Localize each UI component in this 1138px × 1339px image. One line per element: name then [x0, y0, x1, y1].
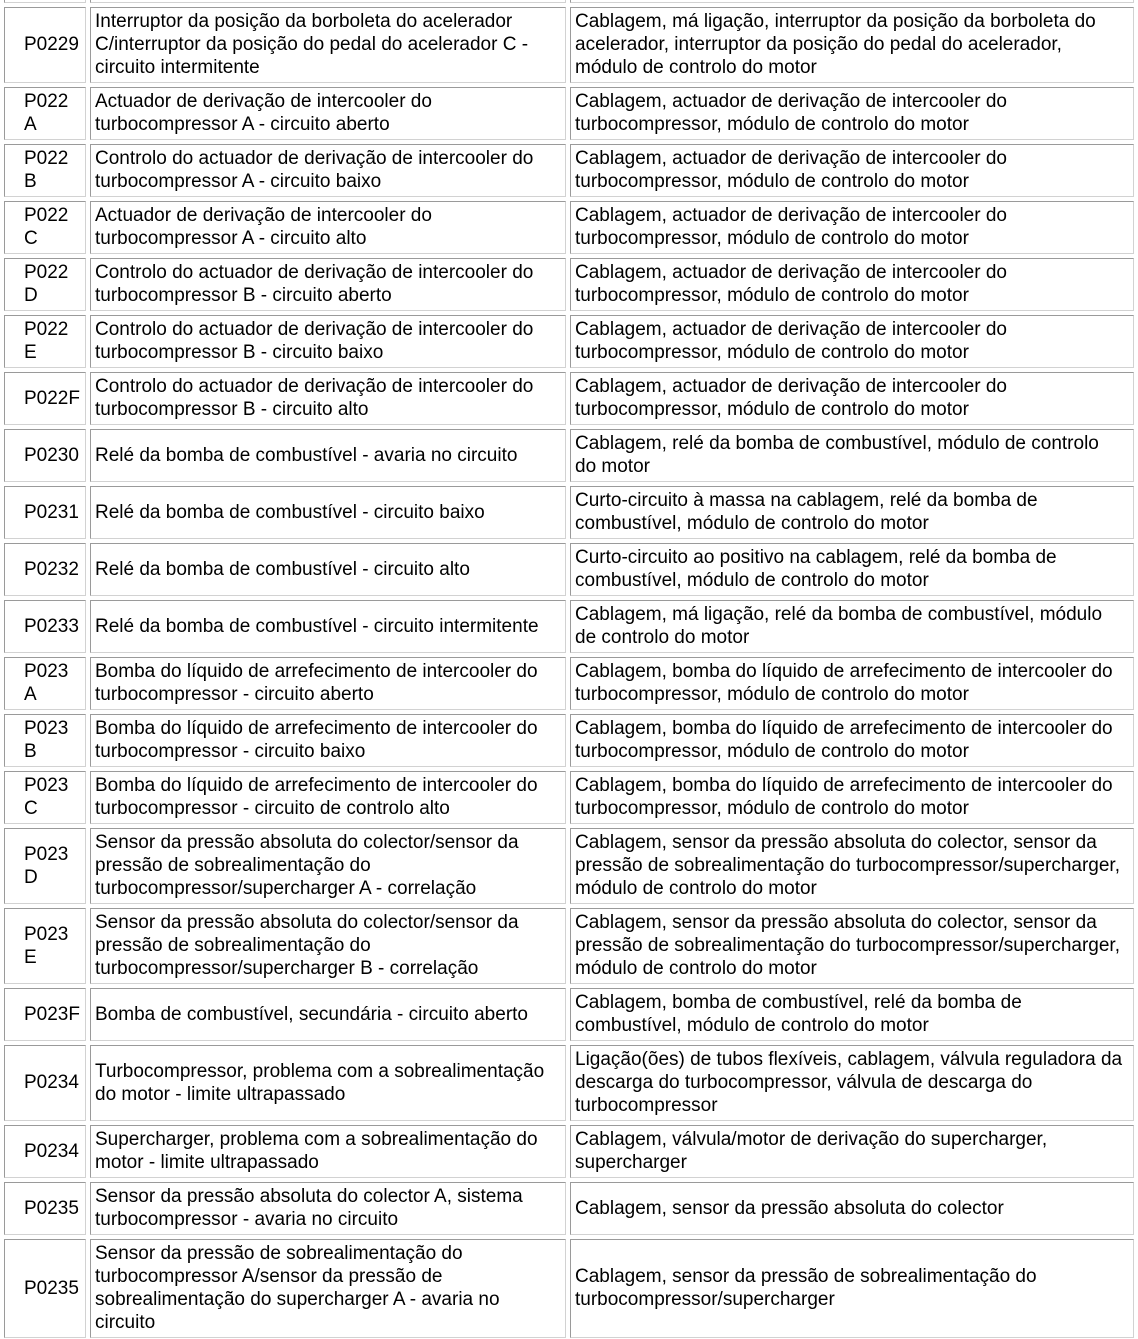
table-row [4, 7, 1134, 83]
dtc-causes-cell: Cablagem, bomba do líquido de arrefecimento de intercooler do turbocompressor, módulo de controlo do motor [570, 771, 1134, 824]
table-row [4, 315, 1134, 368]
dtc-code-cell: P0233 [4, 600, 86, 653]
dtc-description-cell: Sensor da pressão absoluta do colector/sensor da pressão de sobrealimentação do turbocompressor/supercharger B - correlação [90, 908, 566, 984]
dtc-code-cell: P0235 [4, 1239, 86, 1338]
dtc-causes-cell: Cablagem, actuador de derivação de intercooler do turbocompressor, módulo de controlo do motor [570, 201, 1134, 254]
dtc-description-cell: Relé da bomba de combustível - circuito baixo [90, 486, 566, 539]
dtc-code-cell: P0232 [4, 543, 86, 596]
dtc-code-cell [4, 0, 86, 3]
dtc-causes-cell: Cablagem, actuador de derivação de intercooler do turbocompressor, módulo de controlo do motor [570, 372, 1134, 425]
dtc-causes-cell: Cablagem, sensor da pressão absoluta do colector, sensor da pressão de sobrealimentação do turbocompressor/supercharger, módulo de controlo do motor [570, 828, 1134, 904]
dtc-description-cell: Bomba de combustível, secundária - circuito aberto [90, 988, 566, 1041]
dtc-causes-cell: Cablagem, má ligação, relé da bomba de combustível, módulo de controlo do motor [570, 600, 1134, 653]
table-row [4, 201, 1134, 254]
dtc-code-cell: P0234 [4, 1045, 86, 1121]
dtc-code-cell: P023E [4, 908, 86, 984]
dtc-description-cell: Relé da bomba de combustível - circuito alto [90, 543, 566, 596]
dtc-causes-cell: Cablagem, relé da bomba de combustível, módulo de controlo do motor [570, 429, 1134, 482]
dtc-causes-cell: Curto-circuito à massa na cablagem, relé da bomba de combustível, módulo de controlo do motor [570, 486, 1134, 539]
dtc-code-cell: P022F [4, 372, 86, 425]
dtc-code-cell: P0234 [4, 1125, 86, 1178]
dtc-description-cell: Turbocompressor, problema com a sobrealimentação do motor - limite ultrapassado [90, 1045, 566, 1121]
clipped-previous-row [4, 0, 1134, 3]
table-row [4, 543, 1134, 596]
dtc-description-cell: Controlo do actuador de derivação de intercooler do turbocompressor B - circuito aberto [90, 258, 566, 311]
dtc-description-cell: Actuador de derivação de intercooler do turbocompressor A - circuito aberto [90, 87, 566, 140]
dtc-description-cell: Bomba do líquido de arrefecimento de intercooler do turbocompressor - circuito baixo [90, 714, 566, 767]
dtc-code-cell: P022A [4, 87, 86, 140]
dtc-causes-cell: Cablagem, bomba de combustível, relé da bomba de combustível, módulo de controlo do motor [570, 988, 1134, 1041]
dtc-code-cell: P023B [4, 714, 86, 767]
dtc-causes-cell: Cablagem, actuador de derivação de intercooler do turbocompressor, módulo de controlo do motor [570, 87, 1134, 140]
dtc-description-cell: Bomba do líquido de arrefecimento de intercooler do turbocompressor - circuito aberto [90, 657, 566, 710]
dtc-code-cell: P0230 [4, 429, 86, 482]
dtc-causes-cell: Cablagem, sensor da pressão absoluta do colector, sensor da pressão de sobrealimentação do turbocompressor/supercharger, módulo de controlo do motor [570, 908, 1134, 984]
dtc-description-cell: Relé da bomba de combustível - circuito intermitente [90, 600, 566, 653]
table-row [4, 1182, 1134, 1235]
table-row [4, 771, 1134, 824]
dtc-description-cell: Sensor da pressão absoluta do colector/sensor da pressão de sobrealimentação do turbocompressor/supercharger A - correlação [90, 828, 566, 904]
table-row [4, 372, 1134, 425]
table-row [4, 1239, 1134, 1338]
dtc-causes-cell: Cablagem, actuador de derivação de intercooler do turbocompressor, módulo de controlo do motor [570, 258, 1134, 311]
table-row [4, 988, 1134, 1041]
dtc-code-cell: P023F [4, 988, 86, 1041]
dtc-code-cell: P023C [4, 771, 86, 824]
dtc-causes-cell: Curto-circuito ao positivo na cablagem, relé da bomba de combustível, módulo de controlo do motor [570, 543, 1134, 596]
table-row [4, 714, 1134, 767]
dtc-code-cell: P0229 [4, 7, 86, 83]
dtc-causes-cell: Cablagem, sensor da pressão absoluta do colector [570, 1182, 1134, 1235]
dtc-causes-cell: Cablagem, bomba do líquido de arrefecimento de intercooler do turbocompressor, módulo de controlo do motor [570, 657, 1134, 710]
dtc-code-cell: P0235 [4, 1182, 86, 1235]
dtc-table-body [4, 0, 1134, 1338]
dtc-causes-cell: Cablagem, bomba do líquido de arrefecimento de intercooler do turbocompressor, módulo de controlo do motor [570, 714, 1134, 767]
dtc-description-cell: Interruptor da posição da borboleta do acelerador C/interruptor da posição do pedal do acelerador C - circuito intermitente [90, 7, 566, 83]
table-row [4, 429, 1134, 482]
dtc-code-cell: P023D [4, 828, 86, 904]
dtc-causes-cell: Ligação(ões) de tubos flexíveis, cablagem, válvula reguladora da descarga do turbocompressor, válvula de descarga do turbocompressor [570, 1045, 1134, 1121]
table-row [4, 657, 1134, 710]
dtc-causes-cell: Cablagem, sensor da pressão de sobrealimentação do turbocompressor/supercharger [570, 1239, 1134, 1338]
dtc-description-cell: Sensor da pressão de sobrealimentação do turbocompressor A/sensor da pressão de sobrealimentação do supercharger A - avaria no circuito [90, 1239, 566, 1338]
dtc-description-cell: Bomba do líquido de arrefecimento de intercooler do turbocompressor - circuito de controlo alto [90, 771, 566, 824]
table-row [4, 1045, 1134, 1121]
table-row [4, 258, 1134, 311]
table-row [4, 828, 1134, 904]
dtc-causes-cell: Cablagem, válvula/motor de derivação do supercharger, supercharger [570, 1125, 1134, 1178]
dtc-code-cell: P022E [4, 315, 86, 368]
dtc-description-cell: Sensor da pressão absoluta do colector A, sistema turbocompressor - avaria no circuito [90, 1182, 566, 1235]
dtc-causes-cell: Cablagem, actuador de derivação de intercooler do turbocompressor, módulo de controlo do motor [570, 315, 1134, 368]
dtc-description-cell: Controlo do actuador de derivação de intercooler do turbocompressor A - circuito baixo [90, 144, 566, 197]
dtc-description-cell: Controlo do actuador de derivação de intercooler do turbocompressor B - circuito baixo [90, 315, 566, 368]
dtc-description-cell: Supercharger, problema com a sobrealimentação do motor - limite ultrapassado [90, 1125, 566, 1178]
table-row [4, 908, 1134, 984]
table-row [4, 87, 1134, 140]
dtc-code-cell: P022D [4, 258, 86, 311]
dtc-code-cell: P022B [4, 144, 86, 197]
dtc-code-cell: P0231 [4, 486, 86, 539]
dtc-code-cell: P022C [4, 201, 86, 254]
table-row [4, 1125, 1134, 1178]
dtc-description-cell: Controlo do actuador de derivação de intercooler do turbocompressor B - circuito alto [90, 372, 566, 425]
table-row [4, 486, 1134, 539]
dtc-causes-cell: Cablagem, actuador de derivação de intercooler do turbocompressor, módulo de controlo do motor [570, 144, 1134, 197]
dtc-description-cell: Actuador de derivação de intercooler do turbocompressor A - circuito alto [90, 201, 566, 254]
dtc-causes-cell: Cablagem, má ligação, interruptor da posição da borboleta do acelerador, interruptor da posição do pedal do acelerador, módulo de controlo do motor [570, 7, 1134, 83]
table-row [4, 600, 1134, 653]
table-row [4, 144, 1134, 197]
dtc-code-cell: P023A [4, 657, 86, 710]
dtc-causes-cell [570, 0, 1134, 3]
dtc-description-cell [90, 0, 566, 3]
dtc-description-cell: Relé da bomba de combustível - avaria no circuito [90, 429, 566, 482]
